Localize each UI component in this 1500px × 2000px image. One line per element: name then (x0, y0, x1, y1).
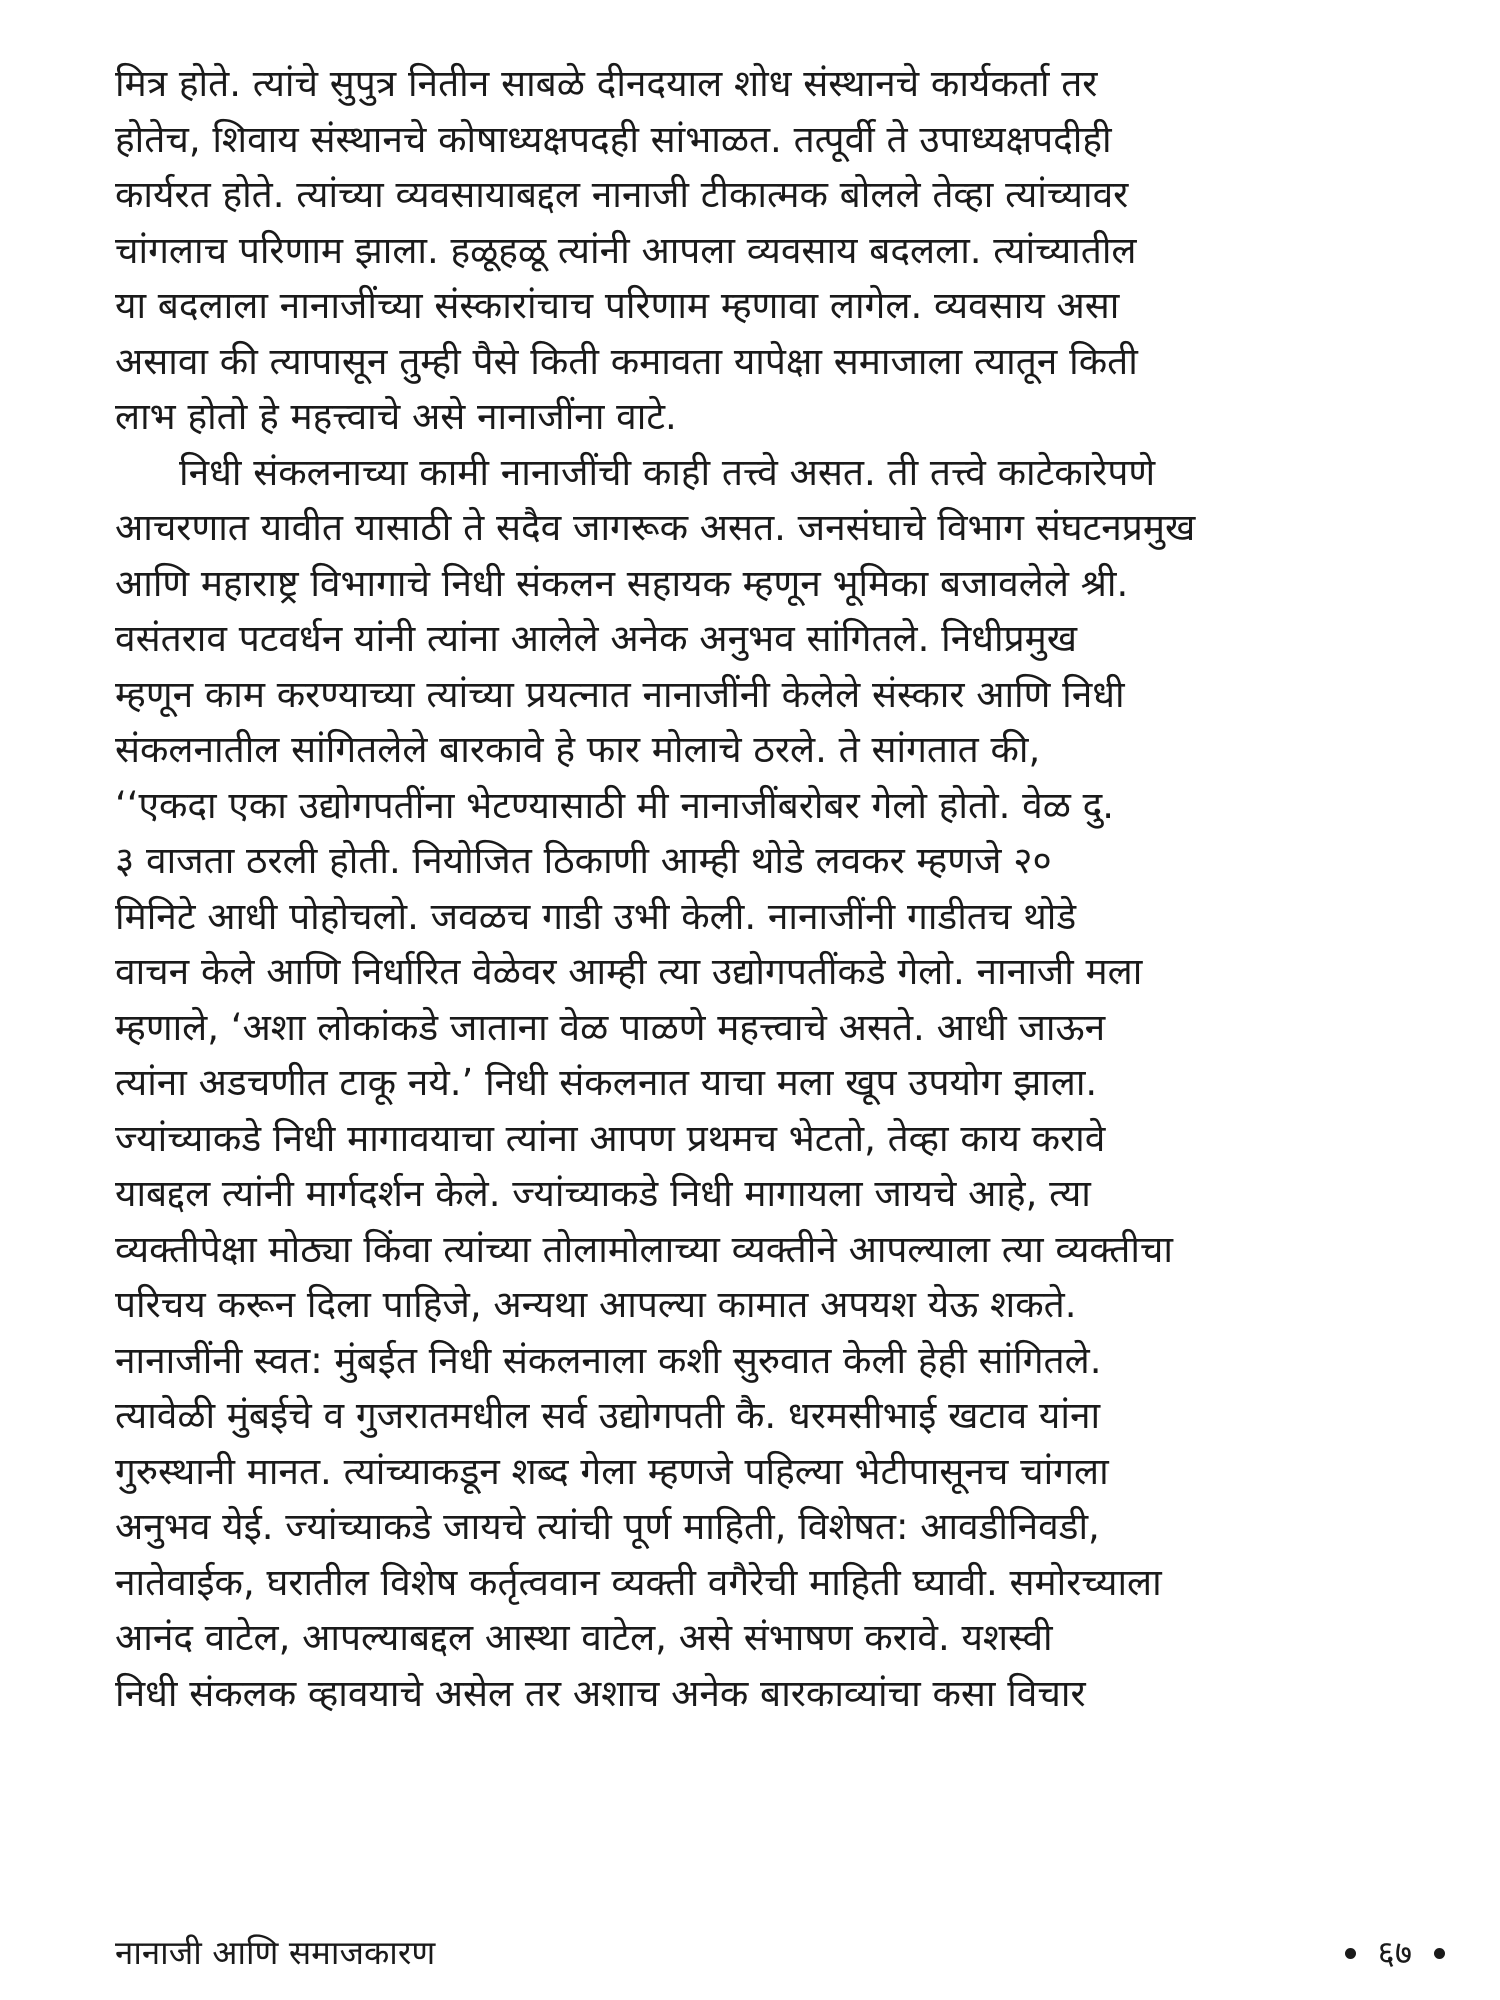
text-line: निधी संकलक व्हावयाचे असेल तर अशाच अनेक बारकाव्यांचा कसा विचार (115, 1671, 1086, 1715)
text-line: परिचय करून दिला पाहिजे, अन्यथा आपल्या कामात अपयश येऊ शकते. (115, 1283, 1077, 1326)
text-line: वाचन केले आणि निर्धारित वेळेवर आम्ही त्या उद्योगपतींकडे गेलो. नानाजी मला (115, 950, 1143, 993)
page-number-group (1345, 1928, 1445, 1978)
text-line: व्यक्तीपेक्षा मोठ्या किंवा त्यांच्या तोलामोलाच्या व्यक्तीने आपल्याला त्या व्यक्तीचा (115, 1227, 1174, 1271)
text-line: त्यांना अडचणीत टाकू नये.’ निधी संकलनात याचा मला खूप उपयोग झाला. (115, 1061, 1098, 1104)
text-line: नातेवाईक, घरातील विशेष कर्तृत्ववान व्यक्ती वगैरेची माहिती घ्यावी. समोरच्याला (115, 1560, 1162, 1604)
page-number: ६७ (1377, 1933, 1412, 1972)
paragraph-start-line: निधी संकलनाच्या कामी नानाजींची काही तत्त्वे असत. ती तत्त्वे काटेकारेपणे (179, 450, 1156, 494)
text-line: ३ वाजता ठरली होती. नियोजित ठिकाणी आम्ही थोडे लवकर म्हणजे २० (115, 839, 1052, 882)
text-line: अनुभव येई. ज्यांच्याकडे जायचे त्यांची पूर्ण माहिती, विशेषत: आवडीनिवडी, (115, 1505, 1100, 1548)
text-line: नानाजींनी स्वत: मुंबईत निधी संकलनाला कशी सुरुवात केली हेही सांगितले. (115, 1338, 1102, 1382)
text-line: लाभ होतो हे महत्त्वाचे असे नानाजींना वाटे. (115, 395, 677, 438)
text-line: ज्यांच्याकडे निधी मागावयाचा त्यांना आपण प्रथमच भेटतो, तेव्हा काय करावे (115, 1116, 1106, 1160)
text-line: म्हणून काम करण्याच्या त्यांच्या प्रयत्नात नानाजींनी केलेले संस्कार आणि निधी (115, 672, 1125, 716)
text-line: आनंद वाटेल, आपल्याबद्दल आस्था वाटेल, असे संभाषण करावे. यशस्वी (115, 1616, 1053, 1659)
bullet-icon (1434, 1948, 1445, 1959)
text-line: चांगलाच परिणाम झाला. हळूहळू त्यांनी आपला व्यवसाय बदलला. त्यांच्यातील (115, 228, 1137, 272)
page-footer (115, 1928, 1445, 1978)
book-title: नानाजी आणि समाजकारण (115, 1933, 436, 1972)
text-line: मिनिटे आधी पोहोचलो. जवळच गाडी उभी केली. नानाजींनी गाडीतच थोडे (115, 894, 1077, 938)
text-line: असावा की त्यापासून तुम्ही पैसे किती कमावता यापेक्षा समाजाला त्यातून किती (115, 339, 1138, 383)
text-line: आचरणात यावीत यासाठी ते सदैव जागरूक असत. जनसंघाचे विभाग संघटनप्रमुख (115, 506, 1196, 549)
text-line: त्यावेळी मुंबईचे व गुजरातमधील सर्व उद्योगपती कै. धरमसीभाई खटाव यांना (115, 1394, 1101, 1437)
text-line: वसंतराव पटवर्धन यांनी त्यांना आलेले अनेक अनुभव सांगितले. निधीप्रमुख (115, 617, 1078, 660)
text-line: ‘‘एकदा एका उद्योगपतींना भेटण्यासाठी मी नानाजींबरोबर गेलो होतो. वेळ दु. (115, 783, 1115, 827)
body-text (115, 56, 1445, 1721)
text-line: या बदलाला नानाजींच्या संस्कारांचाच परिणाम म्हणावा लागेल. व्यवसाय असा (115, 284, 1120, 327)
text-line: आणि महाराष्ट्र विभागाचे निधी संकलन सहायक म्हणून भूमिका बजावलेले श्री. (115, 561, 1129, 605)
text-line: गुरुस्थानी मानत. त्यांच्याकडून शब्द गेला म्हणजे पहिल्या भेटीपासूनच चांगला (115, 1449, 1109, 1493)
text-line: मित्र होते. त्यांचे सुपुत्र नितीन साबळे दीनदयाल शोध संस्थानचे कार्यकर्ता तर (115, 62, 1098, 105)
bullet-icon (1345, 1948, 1356, 1959)
text-line: संकलनातील सांगितलेले बारकावे हे फार मोलाचे ठरले. ते सांगतात की, (115, 728, 1041, 771)
text-line: याबद्दल त्यांनी मार्गदर्शन केले. ज्यांच्याकडे निधी मागायला जायचे आहे, त्या (115, 1172, 1091, 1215)
text-line: कार्यरत होते. त्यांच्या व्यवसायाबद्दल नानाजी टीकात्मक बोलले तेव्हा त्यांच्यावर (115, 173, 1129, 216)
text-line: म्हणाले, ‘अशा लोकांकडे जाताना वेळ पाळणे महत्त्वाचे असते. आधी जाऊन (115, 1005, 1106, 1049)
text-line: होतेच, शिवाय संस्थानचे कोषाध्यक्षपदही सांभाळत. तत्पूर्वी ते उपाध्यक्षपदीही (115, 117, 1112, 161)
